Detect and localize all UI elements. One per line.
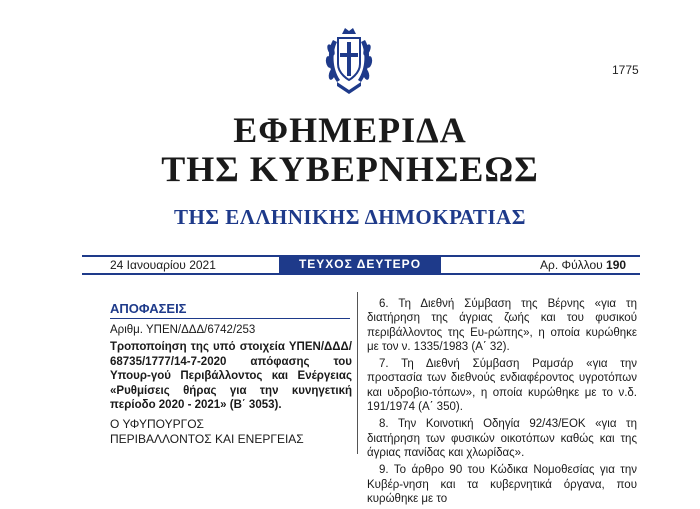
minister-line1: Ο ΥΦΥΠΟΥΡΓΟΣ — [110, 417, 204, 431]
page-number: 1775 — [612, 63, 639, 77]
right-column-text — [367, 297, 637, 509]
sheet-label: Αρ. Φύλλου — [540, 258, 607, 272]
gazette-subtitle: ΤΗΣ ΕΛΛΗΝΙΚΗΣ ΔΗΜΟΚΡΑΤΙΑΣ — [173, 205, 527, 229]
decision-title: Τροποποίηση της υπό στοιχεία ΥΠΕΝ/ΔΔΔ/ 68735/1777/14-7-2020 απόφασης του Υπουρ-γού Περιβάλλοντος και Ενέργειας «Ρυθμίσεις θήρας για την κυνηγετική περίοδο 2020 - 2021» (Β΄ 3053). — [110, 341, 352, 411]
gazette-title-line1: ΕΦΗΜΕΡΙΔΑ — [233, 110, 467, 150]
paragraph: 8. Την Κοινοτική Οδηγία 92/43/ΕΟΚ «για τη διατήρηση των φυσικών οικοτόπων καθώς και της άγριας πανίδας και χλωρίδας». — [367, 418, 637, 459]
gazette-title-line2: ΤΗΣ ΚΥΒΕΡΝΗΣΕΩΣ — [161, 149, 539, 189]
section-heading-rule — [110, 318, 350, 319]
sheet-number-value: 190 — [606, 258, 627, 272]
minister-heading — [110, 417, 352, 447]
paragraph: 7. Τη Διεθνή Σύμβαση Ραμσάρ «για την προστασία των διεθνούς ενδιαφέροντος υγροτόπων και υδροβιο-τόπων», η οποία κυρώθηκε με το ν.δ. 191/1974 (Α΄ 350). — [367, 358, 637, 414]
minister-line2: ΠΕΡΙΒΑΛΛΟΝΤΟΣ ΚΑΙ ΕΝΕΡΓΕΙΑΣ — [110, 432, 304, 446]
paragraph: 9. Το άρθρο 90 του Κώδικα Νομοθεσίας για την Κυβέρ-νηση και τα κυβερνητικά όργανα, που κυρώθηκε με το — [367, 464, 637, 505]
decision-reference: Αριθμ. ΥΠΕΝ/ΔΔΔ/6742/253 — [110, 324, 256, 336]
section-heading: ΑΠΟΦΑΣΕΙΣ — [110, 301, 187, 316]
sheet-number — [540, 258, 626, 272]
issue-bar-bottom-rule — [82, 273, 640, 275]
column-divider — [357, 292, 358, 454]
greek-coat-of-arms-icon — [323, 20, 375, 98]
issue-type-badge: ΤΕΥΧΟΣ ΔΕΥΤΕΡΟ — [279, 256, 441, 273]
paragraph: 6. Τη Διεθνή Σύμβαση της Βέρνης «για τη διατήρηση της άγριας ζωής και του φυσικού περιβάλλοντος της Ευ-ρώπης», η οποία κυρώθηκε με τον ν. 1335/1983 (Α΄ 32). — [367, 298, 637, 353]
issue-date: 24 Ιανουαρίου 2021 — [110, 258, 216, 272]
